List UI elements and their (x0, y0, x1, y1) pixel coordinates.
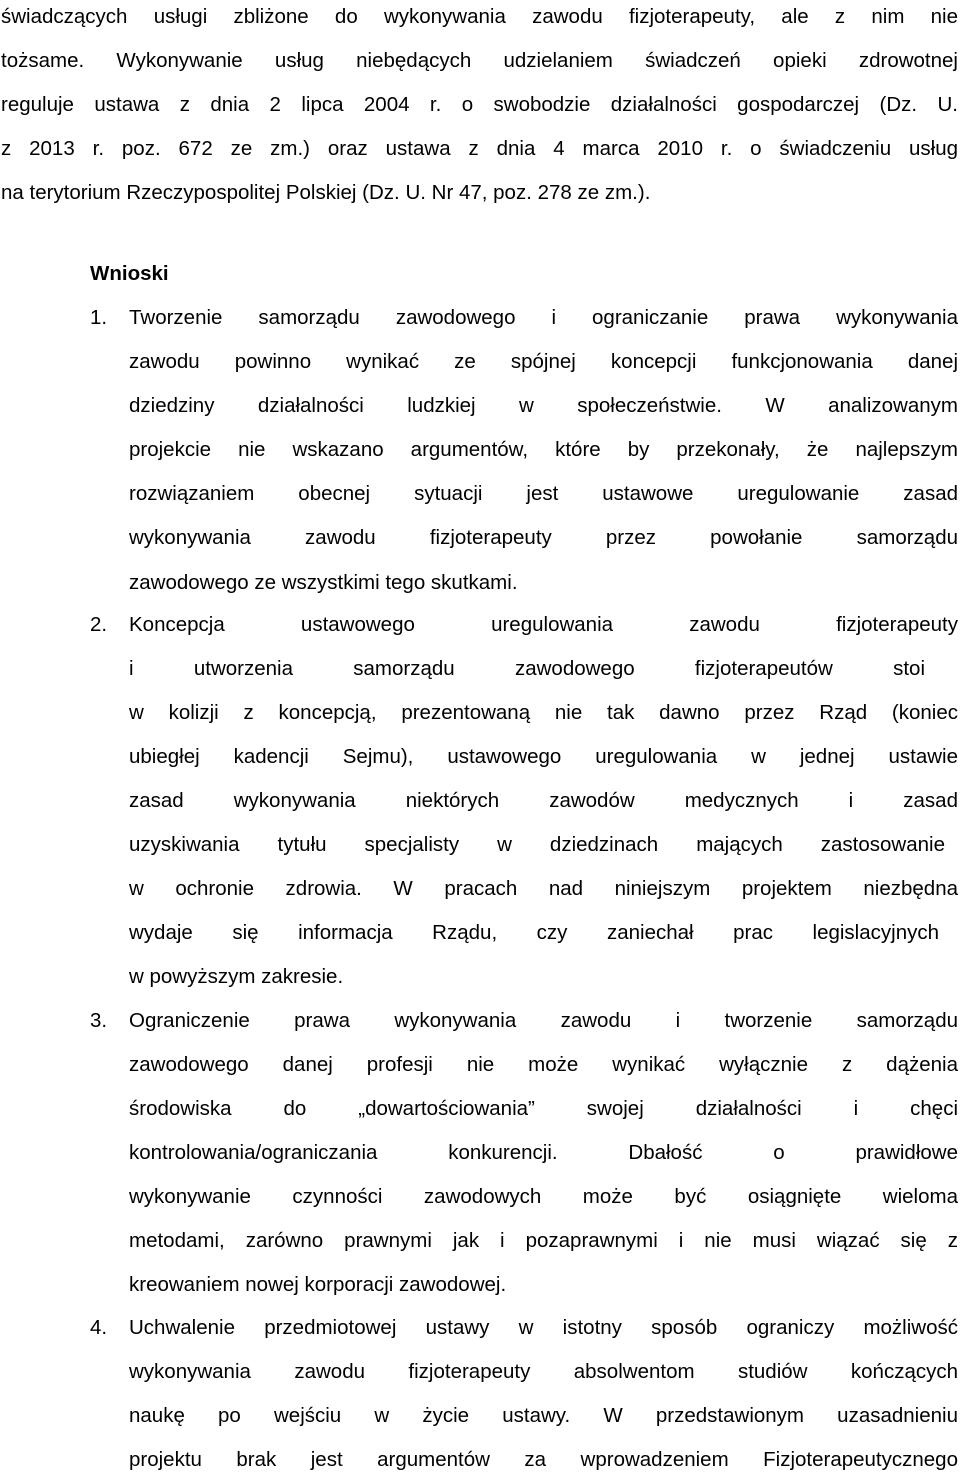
text-line: reguluje ustawa z dnia 2 lipca 2004 r. o swobodzie działalności gospodarczej (Dz. U. (1, 93, 958, 116)
text-line: dziedziny działalności ludzkiej w społeczeństwie. W analizowanym (129, 394, 958, 417)
text-line: kreowaniem nowej korporacji zawodowej. (129, 1273, 507, 1296)
item-number: 3. (90, 1009, 108, 1032)
item-text (129, 999, 958, 1307)
text-line: Tworzenie samorządu zawodowego i ograniczanie prawa wykonywania (129, 306, 958, 329)
text-line: w ochronie zdrowia. W pracach nad niniejszym projektem niezbędna (129, 877, 958, 900)
text-line: świadczących usługi zbliżone do wykonywania zawodu fizjoterapeuty, ale z nim nie (1, 5, 958, 28)
text-line: kontrolowania/ograniczania konkurencji. Dbałość o prawidłowe (129, 1141, 958, 1164)
text-line: na terytorium Rzeczypospolitej Polskiej (Dz. U. Nr 47, poz. 278 ze zm.). (1, 181, 651, 204)
text-line: wydaje się informacja Rządu, czy zaniechał prac legislacyjnych (129, 921, 939, 944)
item-text (129, 296, 958, 605)
text-line: z 2013 r. poz. 672 ze zm.) oraz ustawa z dnia 4 marca 2010 r. o świadczeniu usług (1, 137, 958, 160)
item-number: 1. (90, 306, 108, 329)
text-line: tożsame. Wykonywanie usług niebędących udzielaniem świadczeń opieki zdrowotnej (1, 49, 958, 72)
text-line: projektu brak jest argumentów za wprowadzeniem Fizjoterapeutycznego (129, 1448, 958, 1471)
text-line: w powyższym zakresie. (129, 965, 344, 988)
text-line: i utworzenia samorządu zawodowego fizjoterapeutów stoi (129, 657, 925, 680)
text-line: rozwiązaniem obecnej sytuacji jest ustawowe uregulowanie zasad (129, 482, 958, 505)
text-line: projekcie nie wskazano argumentów, które by przekonały, że najlepszym (129, 438, 958, 461)
text-line: zawodu powinno wynikać ze spójnej koncepcji funkcjonowania danej (129, 350, 958, 373)
text-line: ubiegłej kadencji Sejmu), ustawowego uregulowania w jednej ustawie (129, 745, 958, 768)
text-line: uzyskiwania tytułu specjalisty w dziedzinach mających zastosowanie (129, 833, 945, 856)
text-line: zawodowego danej profesji nie może wynikać wyłącznie z dążenia (129, 1053, 958, 1076)
text-line: wykonywania zawodu fizjoterapeuty przez powołanie samorządu (129, 526, 958, 549)
text-line: zasad wykonywania niektórych zawodów medycznych i zasad (129, 789, 958, 812)
item-number: 2. (90, 613, 108, 636)
text-line: Ograniczenie prawa wykonywania zawodu i tworzenie samorządu (129, 1009, 958, 1032)
text-line: naukę po wejściu w życie ustawy. W przedstawionym uzasadnieniu (129, 1404, 958, 1427)
text-line: w kolizji z koncepcją, prezentowaną nie tak dawno przez Rząd (koniec (129, 701, 958, 724)
item-text (129, 603, 958, 999)
text-line: Koncepcja ustawowego uregulowania zawodu fizjoterapeuty (129, 613, 958, 636)
text-line: metodami, zarówno prawnymi jak i pozaprawnymi i nie musi wiązać się z (129, 1229, 958, 1252)
intro-paragraph (1, 0, 958, 215)
item-number: 4. (90, 1316, 108, 1339)
section-heading: Wnioski (90, 262, 169, 285)
text-line: zawodowego ze wszystkimi tego skutkami. (129, 571, 518, 594)
item-text (129, 1306, 958, 1482)
text-line: Uchwalenie przedmiotowej ustawy w istotny sposób ograniczy możliwość (129, 1316, 958, 1339)
text-line: wykonywania zawodu fizjoterapeuty absolwentom studiów kończących (129, 1360, 958, 1383)
text-line: wykonywanie czynności zawodowych może być osiągnięte wieloma (129, 1185, 958, 1208)
text-line: środowiska do „dowartościowania” swojej działalności i chęci (129, 1097, 958, 1120)
